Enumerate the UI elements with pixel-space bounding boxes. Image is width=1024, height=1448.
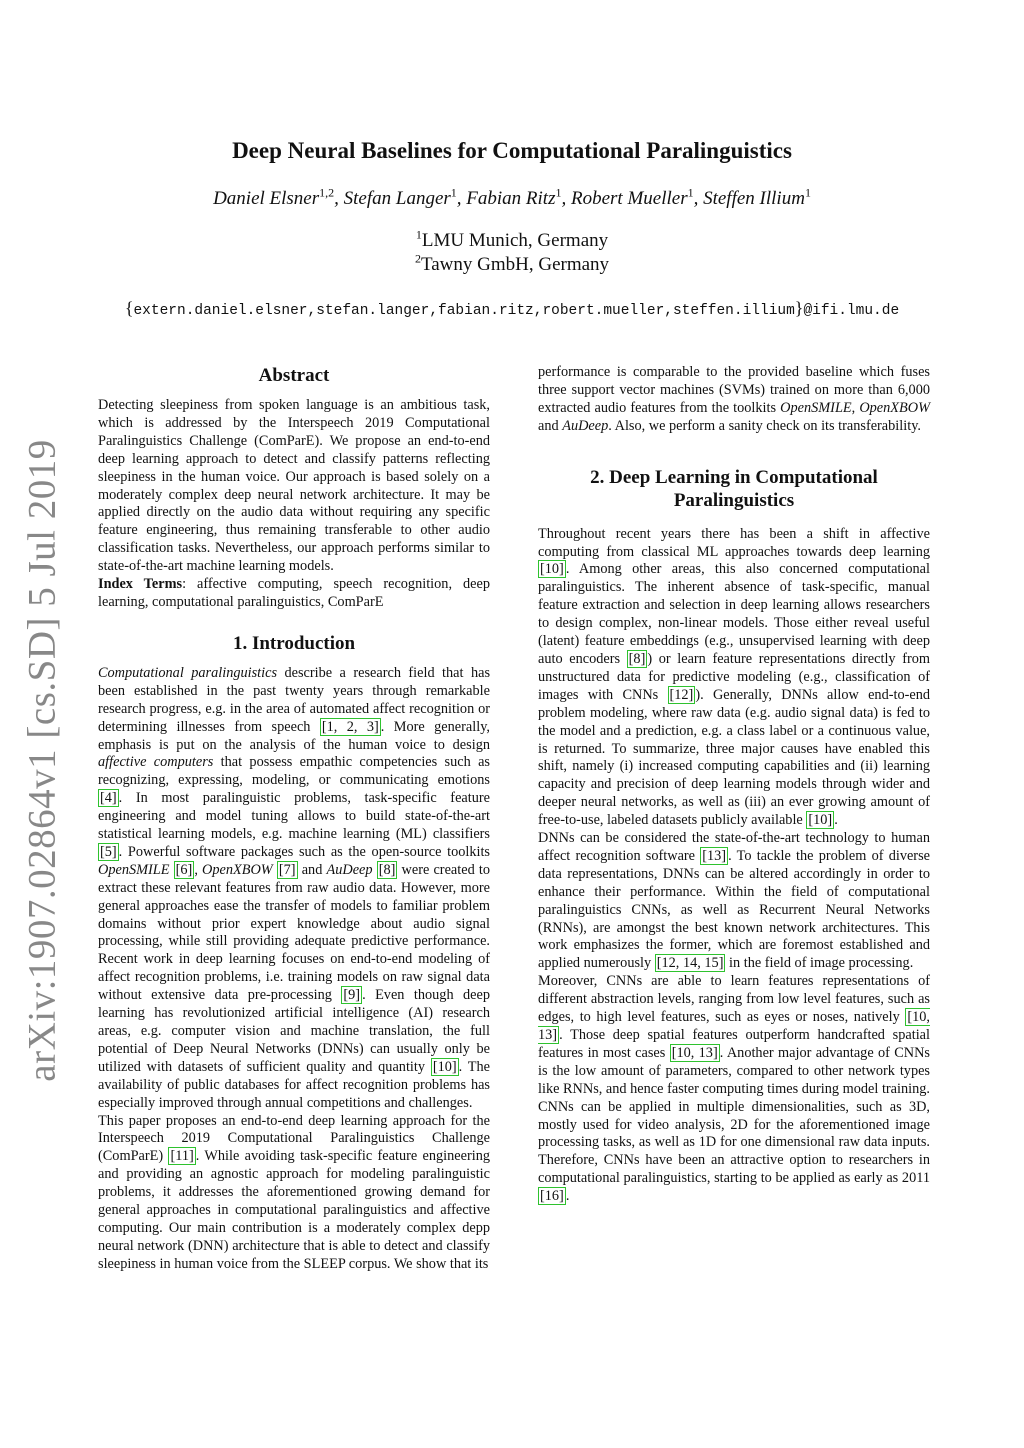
text-run: , bbox=[851, 399, 860, 416]
citation-link[interactable]: [10] bbox=[432, 1058, 457, 1075]
text-run: describe a research field that has been established in the past twenty years through remarkable research progress, e.g. in the area of automated affect recognition or determining illnesses from speech bbox=[98, 664, 491, 735]
text-run: in the field of image processing. bbox=[725, 955, 914, 972]
text-run: OpenSMILE bbox=[780, 399, 852, 416]
citation-link[interactable]: [7] bbox=[278, 861, 296, 878]
citation-link[interactable]: [9] bbox=[343, 987, 361, 1004]
text-run: AuDeep bbox=[326, 861, 373, 878]
author-separator: , bbox=[334, 188, 344, 209]
abstract-text: Detecting sleepiness from spoken language is an ambitious task, which is addressed by the Interspeech 2019 Computational Paralinguistics Challenge (ComParE). We propose an end-to-end deep learning approach to detect and classify patterns reflecting sleepiness in the human voice. Our approach is based solely on a moderately complex deep neural network architecture. It may be applied directly on the audio data without requiring any specific feature engineering, thus remaining transferable to other audio classification tasks. Nevertheless, our approach performs similar to state-of-the-art machine learning models. bbox=[98, 397, 490, 575]
text-run: and bbox=[297, 861, 327, 878]
email-domain: @ifi.lmu.de bbox=[803, 303, 900, 319]
affiliation-line bbox=[0, 227, 1024, 252]
email-open-brace: { bbox=[124, 298, 134, 318]
text-run: OpenXBOW bbox=[859, 399, 930, 416]
text-run: ). Generally, DNNs allow end-to-end problem modeling, where raw data (e.g. audio signal data) is fed to the model and a prediction, e.g. a class label or a continuous value, is returned. To summarize, three major causes have enabled this shift, namely (i) increased computing capabilities and (ii) learning capacity and precision of deep learning models through wider and deeper neural networks, as well as (iii) an ever growing amount of free-to-use, labeled datasets publicly available bbox=[538, 686, 931, 829]
intro-paragraph-1 bbox=[98, 665, 490, 1113]
text-run: were created to extract these relevant features from raw audio data. However, more general approaches ease the transfer of models to familiar problem domains without prior expert knowledge about audio signal processing, while still providing adequate predictive performance. Recent work in deep learning focuses on end-to-end modeling of affect recognition problems, i.e. training models on raw signal data without extensive data pre-processing bbox=[98, 861, 490, 1004]
text-run: Moreover, CNNs are able to learn features representations of different abstraction levels, ranging from low level features, such as edges, to high level features, such as eyes or noses, natively bbox=[538, 973, 930, 1026]
author-affiliation-marker: 1 bbox=[450, 185, 457, 200]
text-run: Computational paralinguistics bbox=[98, 664, 278, 681]
section-2-paragraph-1 bbox=[538, 526, 930, 830]
affiliation-marker: 1 bbox=[415, 227, 422, 242]
affiliation-text: Tawny GmbH, Germany bbox=[420, 254, 610, 275]
email-close-brace: } bbox=[794, 298, 804, 318]
text-run: affective computers bbox=[98, 754, 214, 771]
section-2-paragraph-3 bbox=[538, 973, 930, 1206]
text-run: . Those deep spatial features outperform handcrafted spatial features in most cases bbox=[538, 1027, 930, 1061]
text-run: Throughout recent years there has been a shift in affective computing from classical ML approaches towards deep learning bbox=[538, 525, 930, 560]
section-1-heading: 1. Introduction bbox=[232, 632, 356, 654]
paper-title: Deep Neural Baselines for Computational Paralinguistics bbox=[232, 138, 792, 163]
text-run: . Also, we perform a sanity check on its transferability. bbox=[608, 417, 921, 434]
author-separator: , bbox=[456, 188, 467, 209]
author-name: Daniel Elsner bbox=[213, 188, 320, 209]
text-run: , bbox=[194, 861, 203, 878]
author-separator: , bbox=[561, 188, 571, 209]
affiliation-line bbox=[0, 251, 1024, 276]
section-2-heading: 2. Deep Learning in Computational Paralinguistics bbox=[590, 466, 878, 511]
text-run: ) or learn feature representations directly from unstructured data for predictive modeling (e.g., classification of images with CNNs bbox=[538, 650, 930, 703]
email-names: extern.daniel.elsner,stefan.langer,fabian.ritz,robert.mueller,steffen.illium bbox=[133, 303, 795, 319]
author-name: Stefan Langer bbox=[343, 188, 451, 209]
citation-link[interactable]: [10, 13] bbox=[671, 1044, 718, 1061]
author-affiliation-marker: 1 bbox=[804, 185, 811, 200]
arxiv-stamp bbox=[18, 438, 66, 1082]
text-run: . While avoiding task-specific feature engineering and providing an agnostic approach for modeling paralinguistic problems, it addresses the aforementioned growing demand for general approaches in computational paralinguistics and affective computing. Our main contribution is a moderately complex depp neural network (DNN) architecture that is able to detect and classify sleepiness in human voice from the SLEEP corpus. We show that its bbox=[98, 1148, 490, 1272]
affiliation-marker: 2 bbox=[414, 251, 421, 266]
citation-link[interactable]: [12, 14, 15] bbox=[656, 955, 724, 972]
text-run: . In most paralinguistic problems, task-specific feature engineering and model tuning allows to build state-of-the-art statistical learning models, e.g. machine learning (ML) classifiers bbox=[98, 790, 490, 843]
author-affiliation-marker: 1,2 bbox=[319, 185, 335, 200]
text-run: . Even though deep learning has revolutionized artificial intelligence (AI) research areas, e.g. computer vision and machine translation, the full potential of Deep Neural Networks (DNNs) can usually only be utilized with datasets of sufficient quality and quantity bbox=[98, 987, 491, 1075]
index-terms-text: : affective computing, speech recognition, deep learning, computational paralinguistics, ComParE bbox=[98, 576, 490, 610]
text-run: and bbox=[538, 417, 563, 434]
author-name: Steffen Illium bbox=[703, 188, 805, 209]
citation-link[interactable]: [10] bbox=[540, 561, 564, 578]
text-run: . To tackle the problem of diverse data representations, DNNs can be altered accordingly in order to enhance their performance. Within the field of computational paralinguistics CNNs, as well as Recurrent Neural Networks (RNNs), are amongst the best known network architectures. This work emphasizes the former, which are foremost established and applied numerously bbox=[538, 847, 930, 972]
text-run: . bbox=[834, 812, 838, 829]
abstract-heading: Abstract bbox=[258, 365, 330, 386]
text-run: This paper proposes an end-to-end deep learning approach for the Interspeech 2019 Computational Paralinguistics Challenge (ComParE) bbox=[98, 1112, 490, 1165]
citation-link[interactable]: [10] bbox=[808, 812, 833, 829]
author-name: Robert Mueller bbox=[570, 188, 688, 209]
citation-link[interactable]: [4] bbox=[100, 790, 117, 807]
citation-link[interactable]: [13] bbox=[702, 847, 727, 864]
author-affiliation-marker: 1 bbox=[687, 185, 694, 200]
right-column bbox=[538, 364, 930, 1206]
column-spillover bbox=[538, 364, 930, 436]
text-run: DNNs can be considered the state-of-the-art technology to human affect recognition software bbox=[538, 830, 930, 864]
arxiv-identifier: arXiv:1907.02864v1 [cs.SD] 5 Jul 2019 bbox=[20, 438, 64, 1082]
affiliation-text: LMU Munich, Germany bbox=[421, 230, 609, 251]
text-run: . bbox=[565, 1188, 570, 1205]
author-separator: , bbox=[693, 188, 704, 209]
author-list bbox=[0, 185, 1024, 210]
text-run: . Among other areas, this also concerned computational paralinguistics. The inherent absence of task-specific, manual feature extraction and selection in deep learning allows researchers to design complex, non-linear models. Those either reveal useful (latent) feature embeddings (e.g., unsupervised learning with deep auto encoders bbox=[538, 561, 930, 667]
text-run: . Powerful software packages such as the open-source toolkits bbox=[118, 843, 490, 860]
text-run: . The availability of public databases for affect recognition problems has especially improved through annual competitions and challenges. bbox=[98, 1058, 490, 1111]
author-affiliation-marker: 1 bbox=[555, 185, 562, 200]
left-column bbox=[98, 364, 490, 1274]
text-run: OpenSMILE bbox=[98, 861, 170, 878]
text-run: . More generally, emphasis is put on the analysis of the human voice to design bbox=[98, 718, 490, 753]
author-emails bbox=[0, 298, 1024, 319]
intro-paragraph-2-continued bbox=[538, 364, 930, 436]
citation-link[interactable]: [5] bbox=[100, 843, 117, 860]
citation-link[interactable]: [16] bbox=[540, 1188, 564, 1205]
citation-link[interactable]: [12] bbox=[669, 686, 694, 703]
text-run: AuDeep bbox=[562, 417, 609, 434]
section-2-paragraph-2 bbox=[538, 830, 930, 973]
citation-link[interactable]: [6] bbox=[175, 861, 193, 878]
citation-link[interactable]: [11] bbox=[170, 1148, 194, 1165]
citation-link[interactable]: [10, 13] bbox=[538, 1009, 930, 1043]
text-run: that possess empathic competencies such as recognizing, expressing, modeling, or communicating emotions bbox=[98, 754, 490, 789]
text-run: . Another major advantage of CNNs is the low amount of parameters, compared to other network types like RNNs, and hence faster computing times during model training. CNNs can be applied in multiple dimensionalities, such as 3D, mostly used for video analysis, 2D for the aforementioned image processing tasks, as well as 1D for one dimensional raw data inputs. Therefore, CNNs have been an attractive option to researchers in computational paralinguistics, starting to be applied as early as 2011 bbox=[538, 1044, 930, 1187]
intro-paragraph-2 bbox=[98, 1113, 490, 1274]
index-terms-label: Index Terms bbox=[98, 576, 183, 593]
citation-link[interactable]: [1, 2, 3] bbox=[321, 718, 379, 735]
index-terms bbox=[98, 576, 490, 612]
text-run: OpenXBOW bbox=[202, 861, 273, 878]
citation-link[interactable]: [8] bbox=[378, 861, 396, 878]
citation-link[interactable]: [8] bbox=[628, 650, 646, 667]
author-name: Fabian Ritz bbox=[466, 188, 556, 209]
text-run: performance is comparable to the provided baseline which fuses three support vector machines (SVMs) trained on more than 6,000 extracted audio features from the toolkits bbox=[538, 364, 930, 416]
